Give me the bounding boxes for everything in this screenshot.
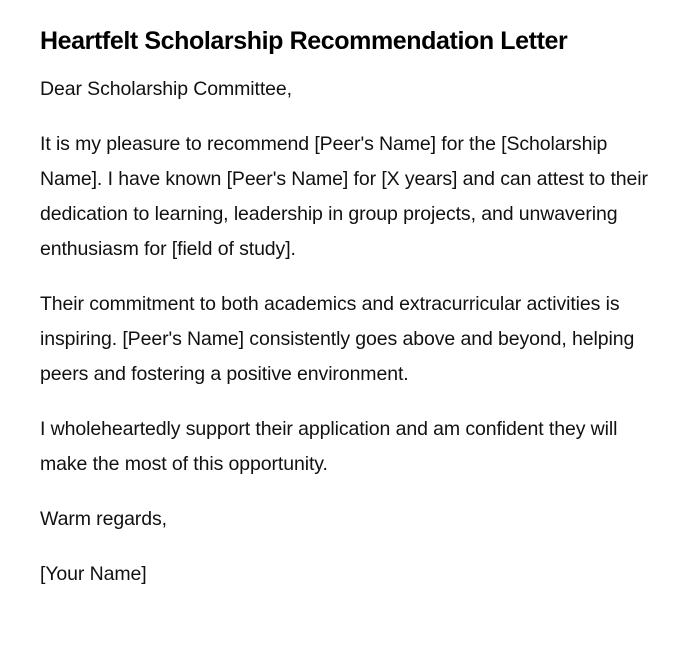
closing: Warm regards, <box>40 508 167 530</box>
body-paragraph-2: Their commitment to both academics and extracurricular activities is inspiring. [Peer's Name] consistently goes above and beyond, helping peers and fostering a positive environment. <box>40 293 635 385</box>
signature: [Your Name] <box>40 563 147 585</box>
body-paragraph-1: It is my pleasure to recommend [Peer's Name] for the [Scholarship Name]. I have known [Peer's Name] for [X years] and can attest to their dedication to learning, leadership in group projects, and unwavering enthusiasm for [field of study]. <box>40 133 648 260</box>
body-paragraph-3: I wholeheartedly support their application and am confident they will make the most of this opportunity. <box>40 418 618 475</box>
salutation: Dear Scholarship Committee, <box>40 78 292 100</box>
letter-title: Heartfelt Scholarship Recommendation Letter <box>40 27 568 55</box>
